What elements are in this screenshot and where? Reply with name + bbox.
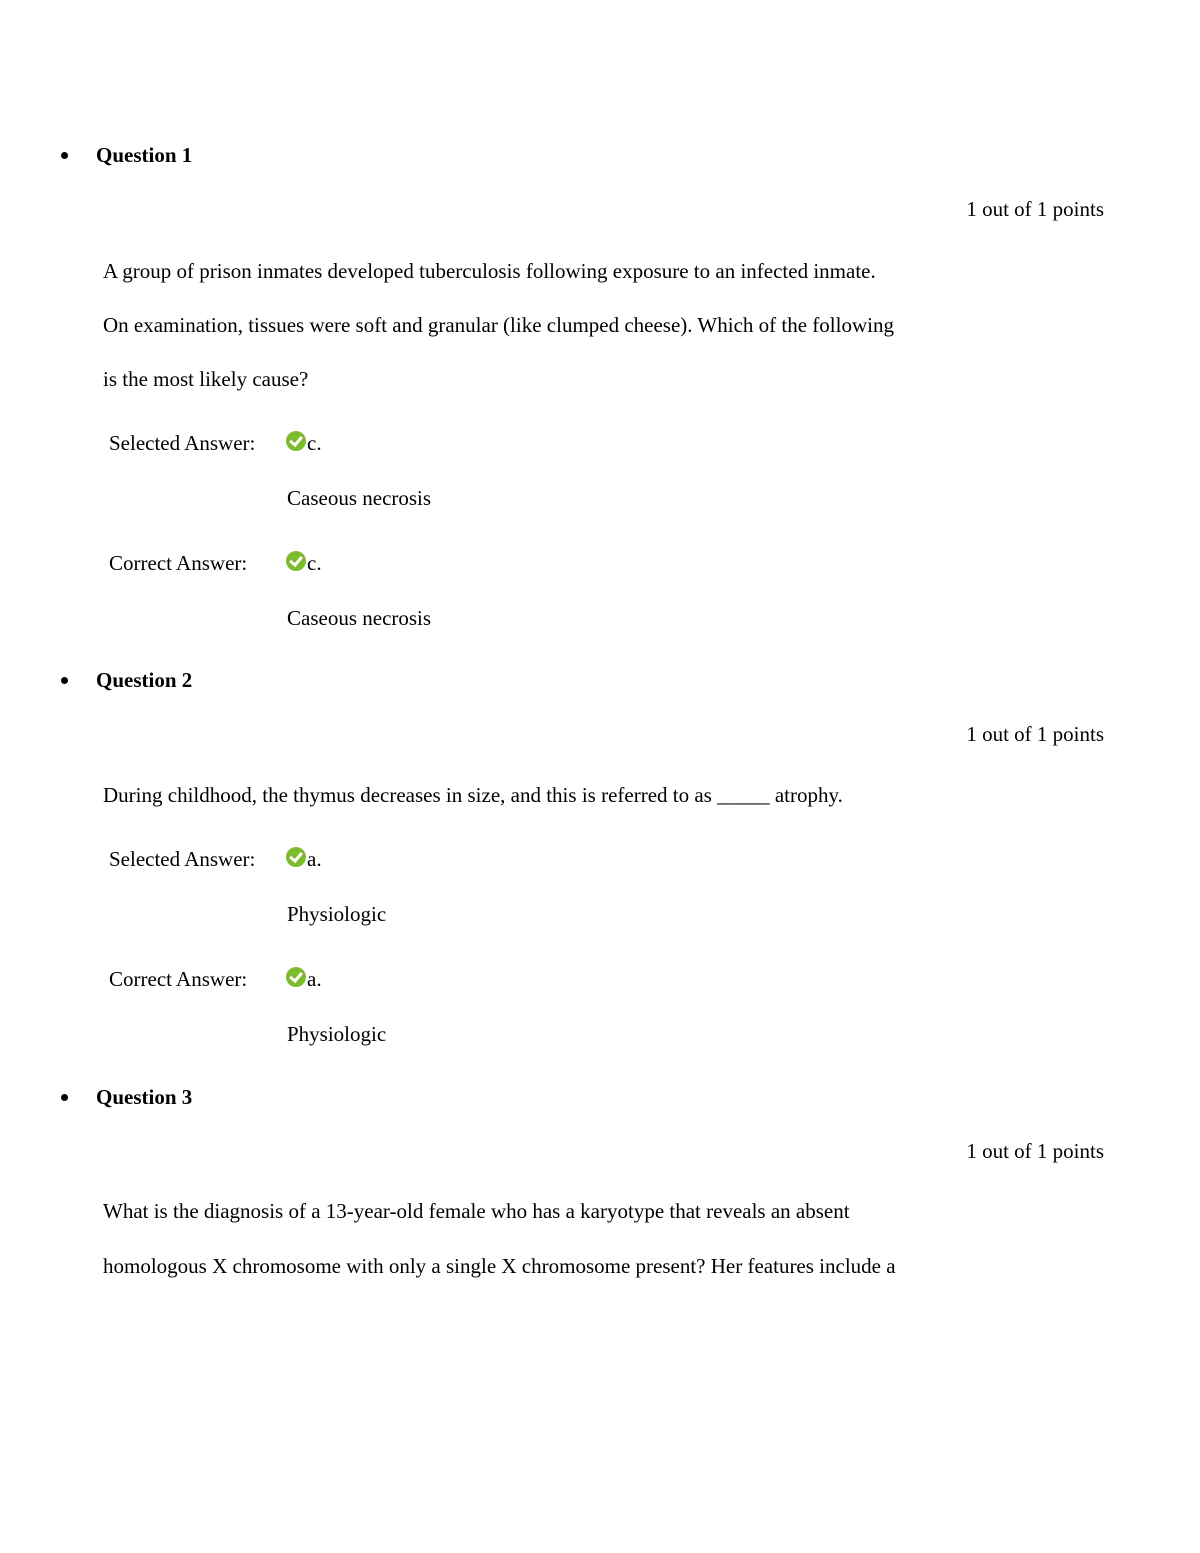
selected-answer-label: Selected Answer: — [109, 431, 256, 455]
selected-answer-letter: a. — [307, 847, 322, 871]
correct-answer-label: Correct Answer: — [109, 967, 248, 991]
question-prompt-line: On examination, tissues were soft and granular (like clumped cheese). Which of the following — [103, 313, 894, 337]
check-circle-icon — [286, 551, 306, 571]
question-points: 1 out of 1 points — [966, 1139, 1104, 1163]
check-circle-icon — [286, 431, 306, 451]
question-prompt-line: During childhood, the thymus decreases in size, and this is referred to as _____ atrophy. — [103, 783, 843, 807]
bullet-icon — [61, 152, 68, 159]
question-prompt-line: homologous X chromosome with only a single X chromosome present? Her features include a — [103, 1254, 896, 1278]
correct-answer-letter: c. — [307, 551, 322, 575]
question-title: Question 1 — [96, 143, 193, 167]
check-circle-icon — [286, 847, 306, 867]
question-prompt-line: is the most likely cause? — [103, 367, 309, 391]
correct-answer-text: Physiologic — [287, 1022, 387, 1046]
correct-answer-text: Caseous necrosis — [287, 606, 432, 630]
selected-answer-text: Caseous necrosis — [287, 486, 432, 510]
selected-answer-label: Selected Answer: — [109, 847, 256, 871]
correct-answer-letter: a. — [307, 967, 322, 991]
selected-answer-text: Physiologic — [287, 902, 387, 926]
question-prompt-line: What is the diagnosis of a 13-year-old female who has a karyotype that reveals an absent — [103, 1199, 850, 1223]
question-points: 1 out of 1 points — [966, 722, 1104, 746]
question-title: Question 2 — [96, 668, 193, 692]
check-circle-icon — [286, 967, 306, 987]
question-points: 1 out of 1 points — [966, 197, 1104, 221]
bullet-icon — [61, 1094, 68, 1101]
selected-answer-letter: c. — [307, 431, 322, 455]
correct-answer-label: Correct Answer: — [109, 551, 248, 575]
bullet-icon — [61, 677, 68, 684]
question-prompt-line: A group of prison inmates developed tuberculosis following exposure to an infected inmate. — [103, 259, 876, 283]
question-title: Question 3 — [96, 1085, 193, 1109]
